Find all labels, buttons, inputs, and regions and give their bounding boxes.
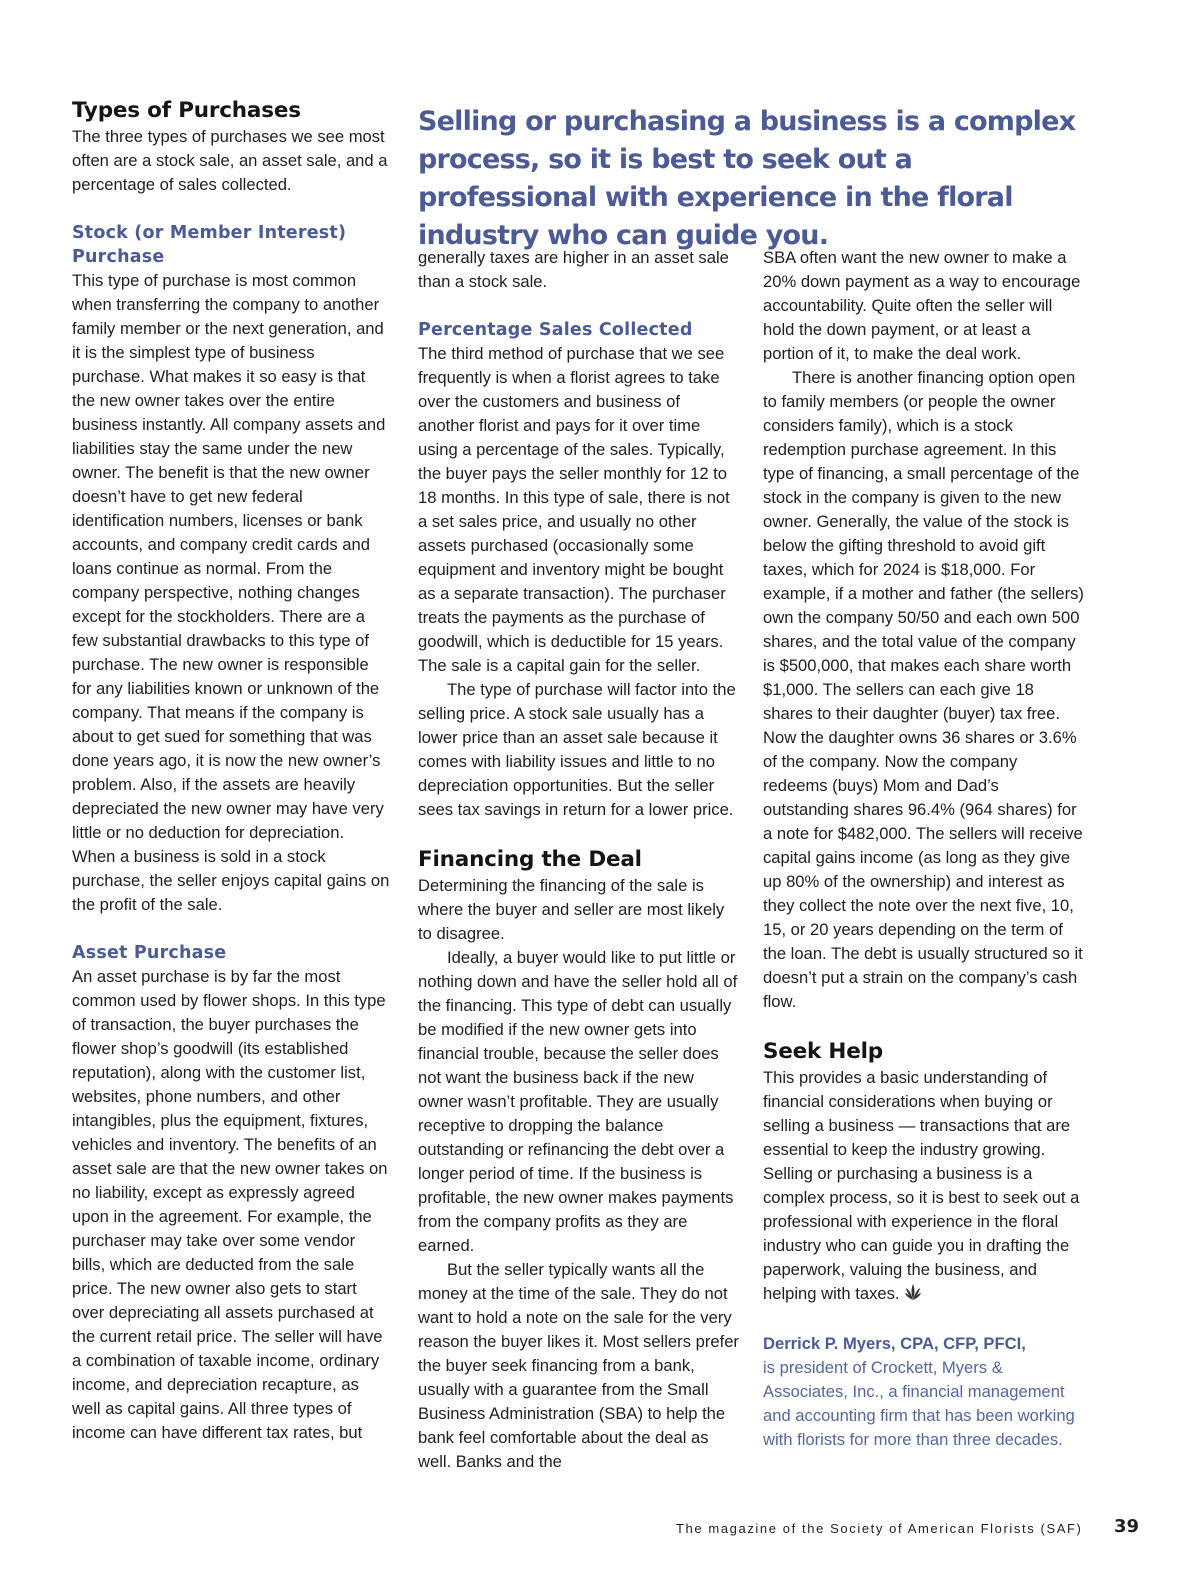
author-name: Derrick P. Myers, CPA, CFP, PFCI, <box>763 1334 1026 1353</box>
seek-help-text: This provides a basic understanding of financial considerations when buying or selling a business — transactions that are essential to keep the industry growing. Selling or purchasing a business is a complex process, so it is best to seek out a professional with experience in the floral industry who can guide you in drafting the paperwork, valuing the business, and helping with taxes. <box>763 1068 1080 1303</box>
heading-financing: Financing the Deal <box>418 847 642 872</box>
types-intro: The three types of purchases we see most often are a stock sale, an asset sale, and a percentage of sales collected. <box>72 127 388 194</box>
heading-asset-purchase: Asset Purchase <box>72 943 227 963</box>
heading-types-of-purchases: Types of Purchases <box>72 98 301 123</box>
author-bio <box>763 1332 1085 1452</box>
financing-p3: But the seller typically wants all the money at the time of the sale. They do not want to hold a note on the sale for the very reason the buyer likes it. Most sellers prefer the buyer seek financing from a bank, usually with a guarantee from the Small Business Administration (SBA) to help the bank feel comfortable about the deal as well. Banks and the <box>418 1260 739 1471</box>
heading-stock-purchase: Stock (or Member Interest) Purchase <box>72 223 347 267</box>
pull-quote: Selling or purchasing a business is a complex process, so it is best to seek out a professional with experience in the floral industry who can guide you. <box>418 106 1076 251</box>
percentage-sales-p1: The third method of purchase that we see frequently is when a florist agrees to take over the customers and business of another florist and pays for it over time using a percentage of the sales. Typically, the buyer pays the seller monthly for 12 to 18 months. In this type of sale, there is not a set sales price, and usually no other assets purchased (occasionally some equipment and inventory might be bought as a separate transaction). The purchaser treats the payments as the purchase of goodwill, which is deductible for 15 years. The sale is a capital gain for the seller. <box>418 344 730 675</box>
percentage-sales-p2: The type of purchase will factor into the selling price. A stock sale usually has a lower price than an asset sale because it comes with liability issues and little to no depreciation opportunities. But the seller sees tax savings in return for a lower price. <box>418 680 736 819</box>
page-number: 39 <box>1114 1516 1140 1537</box>
column-left <box>72 97 390 1445</box>
saf-flower-logo-icon <box>904 1283 922 1308</box>
author-description: is president of Crockett, Myers & Associates, Inc., a financial management and accounting firm that has been working with florists for more than three decades. <box>763 1358 1075 1449</box>
asset-purchase-body: An asset purchase is by far the most common used by flower shops. In this type of transaction, the buyer purchases the flower shop’s goodwill (its established reputation), along with the customer list, websites, phone numbers, and other intangibles, plus the equipment, fixtures, vehicles and inventory. The benefits of an asset sale are that the new owner takes on no liability, except as expressly agreed upon in the agreement. For example, the purchaser may take over some vendor bills, which are deducted from the sale price. The new owner also gets to start over depreciating all assets purchased at the current retail price. The seller will have a combination of taxable income, ordinary income, and depreciation recapture, as well as capital gains. All three types of income can have different tax rates, but <box>72 967 388 1442</box>
heading-percentage-sales: Percentage Sales Collected <box>418 320 693 340</box>
column-middle <box>418 246 740 1474</box>
financing-p1: Determining the financing of the sale is where the buyer and seller are most likely to disagree. <box>418 876 725 943</box>
financing-p3-continued: SBA often want the new owner to make a 20% down payment as a way to encourage accountability. Quite often the seller will hold the down payment, or at least a portion of it, to make the deal work. <box>763 248 1081 363</box>
column-right <box>763 246 1085 1452</box>
stock-purchase-body: This type of purchase is most common when transferring the company to another family member or the next generation, and it is the simplest type of business purchase. What makes it so easy is that the new owner takes over the entire business instantly. All company assets and liabilities stay the same under the new owner. The benefit is that the new owner doesn’t have to get new federal identification numbers, licenses or bank accounts, and company credit cards and loans continue as normal. From the company perspective, nothing changes except for the stockholders. There are a few substantial drawbacks to this type of purchase. The new owner is responsible for any liabilities known or unknown of the company. That means if the company is about to get sued for something that was done years ago, it is now the new owner’s problem. Also, if the assets are heavily depreciated the new owner may have very little or no deduction for depreciation. When a business is sold in a stock purchase, the seller enjoys capital gains on the profit of the sale. <box>72 271 390 914</box>
financing-p4: There is another financing option open to family members (or people the owner considers family), which is a stock redemption purchase agreement. In this type of financing, a small percentage of the stock in the company is given to the new owner. Generally, the value of the stock is below the gifting threshold to avoid gift taxes, which for 2024 is $18,000. For example, if a mother and father (the sellers) own the company 50/50 and each own 500 shares, and the total value of the company is $500,000, that makes each share worth $1,000. The sellers can each give 18 shares to their daughter (buyer) tax free. Now the daughter owns 36 shares or 3.6% of the company. Now the company redeems (buys) Mom and Dad’s outstanding shares 96.4% (964 shares) for a note for $482,000. The sellers will receive capital gains income (as long as they give up 80% of the ownership) and interest as they collect the note over the next five, 10, 15, or 20 years depending on the term of the loan. The debt is usually structured so it doesn’t put a strain on the company’s cash flow. <box>763 368 1084 1011</box>
footer-magazine-title: The magazine of the Society of American Florists (SAF) <box>676 1521 1083 1536</box>
asset-purchase-continued: generally taxes are higher in an asset sale than a stock sale. <box>418 248 729 291</box>
financing-p2: Ideally, a buyer would like to put little or nothing down and have the seller hold all of the financing. This type of debt can usually be modified if the new owner gets into financial trouble, because the seller does not want the business back if the new owner wasn’t profitable. They are usually receptive to dropping the balance outstanding or refinancing the debt over a longer period of time. If the business is profitable, the new owner makes payments from the company profits as they are earned. <box>418 948 738 1255</box>
seek-help-body <box>763 1066 1085 1308</box>
heading-seek-help: Seek Help <box>763 1039 883 1064</box>
